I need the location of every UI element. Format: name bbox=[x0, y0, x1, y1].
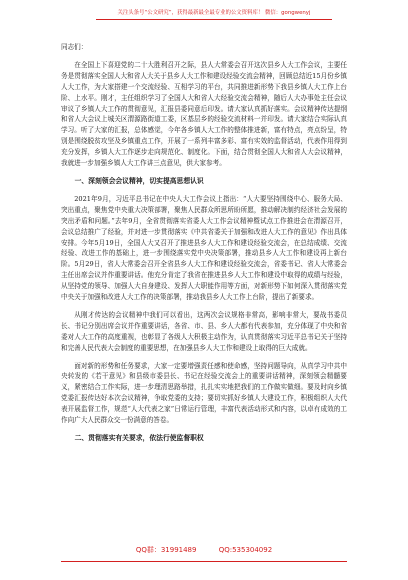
footer-divider bbox=[61, 561, 347, 562]
footer-qq-group: QQ群：31991489 bbox=[135, 546, 197, 554]
intro-paragraph: 在全国上下喜迎党的二十大胜利召开之际，县人大常委会召开这次县乡人大工作会议，主要任务是贯彻落实全国人大和省人大关于县乡人大工作和建设经验交流会精神，回顾总结近15月份乡镇人大工作，为大家搭建一个交流经验、互相学习的平台，共同推进新形势下我县乡镇人大工作上台阶、上水平。刚才，主任组织学习了全国人大和省人大经验交流会精神，随后人大办事处主任会议审议了乡镇人大工作的贯彻意见，汇报县委同意后印发。请大家认真抓好落实。会议精神传达提纲和省人大会议上城关区渭源路街道工委，区基层乡的经验交流材料一并印发。请大家结合实际认真学习。听了大家的汇报，总体感觉，今年各乡镇人大工作的整体推进新，富有特点，亮点纷呈，特别是围绕脱贫攻坚及乡镇重点工作，开展了一系列丰富多彩、富有实效的监督活动，代表作用得到充分发挥，乡镇人大工作逐步走向规范化、制度化。下面，结合贯彻全国人大和省人大会议精神，我就进一步加强乡镇人大工作讲三点意见，供大家参考。 bbox=[61, 60, 347, 168]
section-1-paragraph-1: 2021年9月，习近平总书记在中央人大工作会议上指出：“人大要坚持围绕中心、服务大局、突出重点，聚焦党中央重大决策部署，聚焦人民群众所思所盼所愿，推动解决制约经济社会发展的突出矛盾和问题。”去年9月，全省贯彻落实省委人大工作会议精神暨试点工作推进会在渭源召开，会议总结推广了经验，并对进一步贯彻落实《中共省委关于加强和改进人大工作的意见》作出具体安排。今年5月19日，全国人大又召开了推进县乡人大工作和建设经验交流会，在总结成绩、交流经验、改进工作的基础上，进一步围绕落实党中央决策部署，推动县乡人大工作和建设再上新台阶。5月29日，省人大常委会召开全省县乡人大工作和建设经验交流会，省委书记、省人大常委会主任出席会议并作重要讲话。他充分肯定了我省在推进县乡人大工作和建设中取得的成绩与经验，从坚持党的领导、加强人大自身建设、发挥人大职能作用等方面，对新形势下如何深入贯彻落实党中央关于加强和改进人大工作的决策部署，推动我县乡人大工作上台阶，提出了新要求。 bbox=[61, 194, 347, 302]
section-1-paragraph-3: 面对新的形势和任务要求，大家一定要增强责任感和使命感，坚持问题导向，从真学习中共中央转发的《若干意见》和县级市委县长、书记在经验交流会上的重要讲话精神，深刻领会精髓要义，紧密结合工作实际，进一步理清思路举措，扎扎实实地把我们的工作做实做细。要及时向乡镇党委汇报传达好本次会议精神，争取党委的支持；要切实抓好乡镇人大建设工作，积极组织人大代表开展监督工作，规范“人大代表之家”日常运行管理，丰富代表活动形式和内容，以卓有成效的工作向广大人民群众交一份满意的答卷。 bbox=[61, 361, 347, 425]
footer-qq: QQ:535304092 bbox=[218, 546, 273, 554]
section-1-paragraph-2: 从刚才传达的会议精神中我们可以看出，这两次会议规格非常高，影响非常大，要战书委员长、书记分别出席会议并作重要讲话，各省、市、县、乡人大都有代表参加，充分体现了中央和省委对人大工作的高度重视，也彰显了各级人大积极主动作为，认真贯彻落实习近平总书记关于坚持和完善人民代表大会制度的重要思想，在加强县乡人大工作和建设上取得的巨大成就。 bbox=[61, 310, 347, 352]
section-heading-1: 一、深刻领会会议精神，切实提高思想认识 bbox=[74, 176, 204, 185]
header-banner-text: 关注头条号“公文研究”，获得最新最全最专业的公文资料库！ 微信：gongwenyj bbox=[117, 10, 311, 16]
footer-contact bbox=[0, 545, 408, 555]
header-divider bbox=[96, 19, 332, 20]
section-heading-2: 二、贯彻落实有关要求，依法行使监督职权 bbox=[74, 434, 204, 442]
salutation: 同志们： bbox=[61, 43, 88, 51]
header-banner bbox=[94, 10, 334, 20]
document-body bbox=[61, 42, 347, 451]
